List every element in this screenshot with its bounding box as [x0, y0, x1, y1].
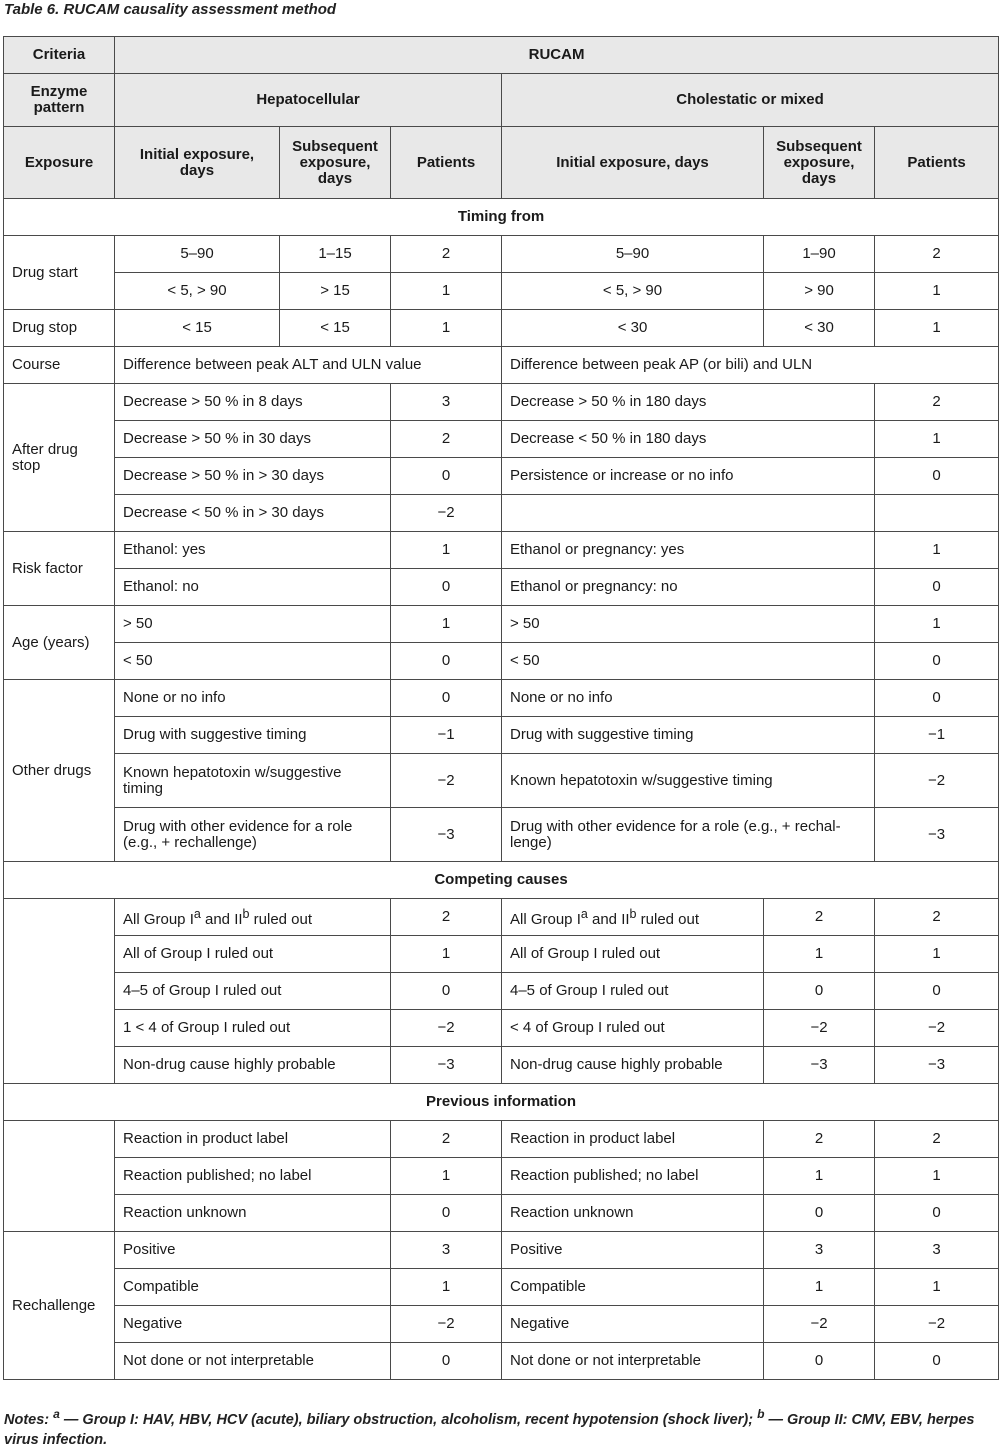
table-cell: 1 [875, 273, 999, 310]
table-cell: 1–15 [280, 236, 391, 273]
table-cell: Drug with other evidence for a role (e.g., + rechallenge) [502, 808, 875, 862]
table-cell: −3 [391, 808, 502, 862]
table-row [4, 754, 999, 808]
table-cell: 0 [764, 1195, 875, 1232]
table-cell: 1 [875, 1158, 999, 1195]
header-cholestatic: Cholestatic or mixed [502, 74, 999, 127]
table-cell: Known hepatotoxin w/suggestive timing [115, 754, 391, 808]
table-cell: Ethanol: yes [115, 532, 391, 569]
table-notes [4, 1404, 996, 1450]
section-row [4, 1084, 999, 1121]
rucam-table [3, 36, 999, 1380]
table-row [4, 273, 999, 310]
table-cell: −2 [391, 754, 502, 808]
table-cell: 0 [875, 1343, 999, 1380]
table-row [4, 973, 999, 1010]
footnote-marker-a: a [53, 1407, 60, 1421]
table-cell: Drug with other evidence for a role (e.g., + rechallenge) [115, 808, 391, 862]
table-cell [115, 899, 391, 936]
table-cell: > 50 [502, 606, 875, 643]
table-cell: < 15 [115, 310, 280, 347]
cell-text: All Group I [123, 911, 194, 928]
table-cell: < 15 [280, 310, 391, 347]
table-cell: 0 [391, 680, 502, 717]
table-cell: −2 [764, 1306, 875, 1343]
table-row [4, 310, 999, 347]
table-cell: Drug with suggestive timing [115, 717, 391, 754]
table-cell: All of Group I ruled out [502, 936, 764, 973]
table-cell: −3 [391, 1047, 502, 1084]
table-cell: Non-drug cause highly probable [502, 1047, 764, 1084]
table-cell: Ethanol or pregnancy: yes [502, 532, 875, 569]
header-enzyme-pattern: Enzyme pattern [4, 74, 115, 127]
header-hep-patients: Patients [391, 127, 502, 199]
table-row [4, 1306, 999, 1343]
table-cell: −2 [875, 754, 999, 808]
table-row [4, 1121, 999, 1158]
table-cell: Reaction in product label [115, 1121, 391, 1158]
footnote-marker-a: a [193, 907, 201, 921]
table-cell: Compatible [115, 1269, 391, 1306]
table-row [4, 421, 999, 458]
table-cell: 1–90 [764, 236, 875, 273]
table-cell: Known hepatotoxin w/suggestive timing [502, 754, 875, 808]
table-cell: Reaction in product label [502, 1121, 764, 1158]
table-cell: 1 [391, 936, 502, 973]
table-cell: 1 [875, 606, 999, 643]
table-cell: 1 [391, 1158, 502, 1195]
table-cell: Decrease < 50 % in > 30 days [115, 495, 391, 532]
table-cell: Negative [115, 1306, 391, 1343]
table-cell: 3 [764, 1232, 875, 1269]
notes-group-1: — Group I: HAV, HBV, HCV (acute), biliary obstruction, alcoholism, recent hypotension (shock liver); [59, 1411, 758, 1428]
table-cell: 1 [391, 606, 502, 643]
section-row [4, 862, 999, 899]
table-cell: 2 [764, 1121, 875, 1158]
table-cell: None or no info [502, 680, 875, 717]
table-row [4, 384, 999, 421]
table-cell: Not done or not interpretable [502, 1343, 764, 1380]
table-cell: 0 [875, 680, 999, 717]
table-cell: 1 [391, 1269, 502, 1306]
table-cell: 4–5 of Group I ruled out [502, 973, 764, 1010]
table-row [4, 936, 999, 973]
table-cell: 0 [391, 643, 502, 680]
table-cell: 2 [764, 899, 875, 936]
footnote-marker-b: b [242, 907, 250, 921]
table-cell: 1 [875, 936, 999, 973]
table-cell: Decrease > 50 % in 30 days [115, 421, 391, 458]
table-cell: 5–90 [502, 236, 764, 273]
table-cell: 0 [875, 458, 999, 495]
row-label-risk-factor: Risk factor [4, 532, 115, 606]
table-cell: 0 [391, 973, 502, 1010]
header-chol-subsequent: Subsequent exposure, days [764, 127, 875, 199]
table-cell: 0 [391, 1343, 502, 1380]
table-cell: < 30 [764, 310, 875, 347]
table-cell: Positive [115, 1232, 391, 1269]
table-cell: 1 [875, 1269, 999, 1306]
row-label-other-drugs: Other drugs [4, 680, 115, 862]
table-cell: 1 [764, 1158, 875, 1195]
table-cell: −3 [875, 808, 999, 862]
table-row [4, 1269, 999, 1306]
table-cell: Positive [502, 1232, 764, 1269]
table-cell: 1 [391, 532, 502, 569]
table-row [4, 569, 999, 606]
table-cell: > 50 [115, 606, 391, 643]
table-cell: 1 [875, 310, 999, 347]
row-label-age: Age (years) [4, 606, 115, 680]
table-row [4, 458, 999, 495]
table-cell: 2 [875, 899, 999, 936]
table-cell: −1 [391, 717, 502, 754]
table-cell: 4–5 of Group I ruled out [115, 973, 391, 1010]
row-label-rechallenge: Rechallenge [4, 1232, 115, 1380]
table-row [4, 808, 999, 862]
table-cell: 3 [391, 384, 502, 421]
table-cell [502, 495, 875, 532]
table-cell: Negative [502, 1306, 764, 1343]
table-cell: Reaction unknown [115, 1195, 391, 1232]
cell-text: and II [587, 911, 630, 928]
table-cell: −2 [875, 1306, 999, 1343]
table-cell: Difference between peak ALT and ULN value [115, 347, 502, 384]
table-cell: 1 [875, 532, 999, 569]
table-cell: 1 < 4 of Group I ruled out [115, 1010, 391, 1047]
table-cell: Reaction unknown [502, 1195, 764, 1232]
table-cell: Reaction published; no label [502, 1158, 764, 1195]
table-row [4, 347, 999, 384]
table-cell: 0 [875, 569, 999, 606]
table-row [4, 1195, 999, 1232]
table-cell: 0 [875, 643, 999, 680]
table-cell: 2 [391, 421, 502, 458]
header-chol-initial: Initial exposure, days [502, 127, 764, 199]
cell-text: ruled out [249, 911, 313, 928]
table-cell: None or no info [115, 680, 391, 717]
table-cell: Reaction published; no label [115, 1158, 391, 1195]
header-hepatocellular: Hepatocellular [115, 74, 502, 127]
table-cell: 2 [391, 1121, 502, 1158]
header-exposure: Exposure [4, 127, 115, 199]
table-cell: 0 [875, 973, 999, 1010]
table-cell: 1 [764, 1269, 875, 1306]
cell-text: and II [200, 911, 243, 928]
table-cell: Compatible [502, 1269, 764, 1306]
table-cell: 1 [764, 936, 875, 973]
footnote-marker-b: b [629, 907, 637, 921]
table-cell: Ethanol: no [115, 569, 391, 606]
table-row [4, 1158, 999, 1195]
table-cell: 0 [764, 973, 875, 1010]
header-chol-patients: Patients [875, 127, 999, 199]
table-cell: 0 [875, 1195, 999, 1232]
table-cell: 1 [391, 273, 502, 310]
table-cell: −3 [764, 1047, 875, 1084]
table-row [4, 1010, 999, 1047]
row-label-empty [4, 1121, 115, 1232]
table-cell: −3 [875, 1047, 999, 1084]
table-cell: < 50 [502, 643, 875, 680]
table-cell: Decrease > 50 % in > 30 days [115, 458, 391, 495]
table-row [4, 899, 999, 936]
header-criteria: Criteria [4, 37, 115, 74]
section-previous-information: Previous information [4, 1084, 999, 1121]
notes-group-2: — Group II: CMV, EBV, herpes virus infection. [4, 1411, 975, 1448]
table-cell: 0 [391, 569, 502, 606]
header-row-exposure [4, 127, 999, 199]
notes-prefix: Notes: [4, 1411, 54, 1428]
table-cell: 1 [391, 310, 502, 347]
table-cell: > 15 [280, 273, 391, 310]
table-cell: > 90 [764, 273, 875, 310]
table-cell: 2 [875, 1121, 999, 1158]
table-cell: < 5, > 90 [115, 273, 280, 310]
table-cell [502, 899, 764, 936]
table-cell: 2 [875, 236, 999, 273]
table-cell: 3 [391, 1232, 502, 1269]
table-row [4, 236, 999, 273]
table-row [4, 495, 999, 532]
header-row-enzyme [4, 74, 999, 127]
footnote-marker-a: a [580, 907, 588, 921]
table-cell: Drug with suggestive timing [502, 717, 875, 754]
table-row [4, 1047, 999, 1084]
table-row [4, 680, 999, 717]
row-label-drug-start: Drug start [4, 236, 115, 310]
table-cell: < 50 [115, 643, 391, 680]
row-label-course: Course [4, 347, 115, 384]
table-row [4, 643, 999, 680]
row-label-after-drug-stop: After drug stop [4, 384, 115, 532]
table-cell: 2 [391, 236, 502, 273]
table-cell: −2 [391, 495, 502, 532]
table-cell: 2 [391, 899, 502, 936]
table-cell: 1 [875, 421, 999, 458]
table-cell: −2 [764, 1010, 875, 1047]
table-row [4, 1343, 999, 1380]
table-cell: 3 [875, 1232, 999, 1269]
section-row [4, 199, 999, 236]
table-cell: < 5, > 90 [502, 273, 764, 310]
table-cell: Ethanol or pregnancy: no [502, 569, 875, 606]
table-cell: < 4 of Group I ruled out [502, 1010, 764, 1047]
header-row-criteria [4, 37, 999, 74]
table-cell: < 30 [502, 310, 764, 347]
table-cell: −2 [875, 1010, 999, 1047]
table-cell: 0 [391, 458, 502, 495]
row-label-empty [4, 899, 115, 1084]
header-rucam: RUCAM [115, 37, 999, 74]
table-cell: Decrease > 50 % in 180 days [502, 384, 875, 421]
table-row [4, 717, 999, 754]
table-cell: 0 [391, 1195, 502, 1232]
table-cell: Not done or not interpretable [115, 1343, 391, 1380]
table-cell: All of Group I ruled out [115, 936, 391, 973]
table-cell: Non-drug cause highly probable [115, 1047, 391, 1084]
header-hep-subsequent: Subsequent exposure, days [280, 127, 391, 199]
table-row [4, 532, 999, 569]
table-cell: 2 [875, 384, 999, 421]
table-caption: Table 6. RUCAM causality assessment method [4, 1, 337, 18]
table-row [4, 606, 999, 643]
table-cell: Decrease < 50 % in 180 days [502, 421, 875, 458]
table-cell: 0 [764, 1343, 875, 1380]
cell-text: ruled out [636, 911, 700, 928]
table-cell: −2 [391, 1010, 502, 1047]
header-hep-initial: Initial exposure, days [115, 127, 280, 199]
table-cell: −1 [875, 717, 999, 754]
section-competing-causes: Competing causes [4, 862, 999, 899]
table-cell: Decrease > 50 % in 8 days [115, 384, 391, 421]
table-cell [875, 495, 999, 532]
footnote-marker-b: b [757, 1407, 765, 1421]
table-row [4, 1232, 999, 1269]
table-cell: 5–90 [115, 236, 280, 273]
row-label-drug-stop: Drug stop [4, 310, 115, 347]
section-timing: Timing from [4, 199, 999, 236]
table-cell: Difference between peak AP (or bili) and ULN [502, 347, 999, 384]
table-cell: −2 [391, 1306, 502, 1343]
cell-text: All Group I [510, 911, 581, 928]
table-cell: Persistence or increase or no info [502, 458, 875, 495]
